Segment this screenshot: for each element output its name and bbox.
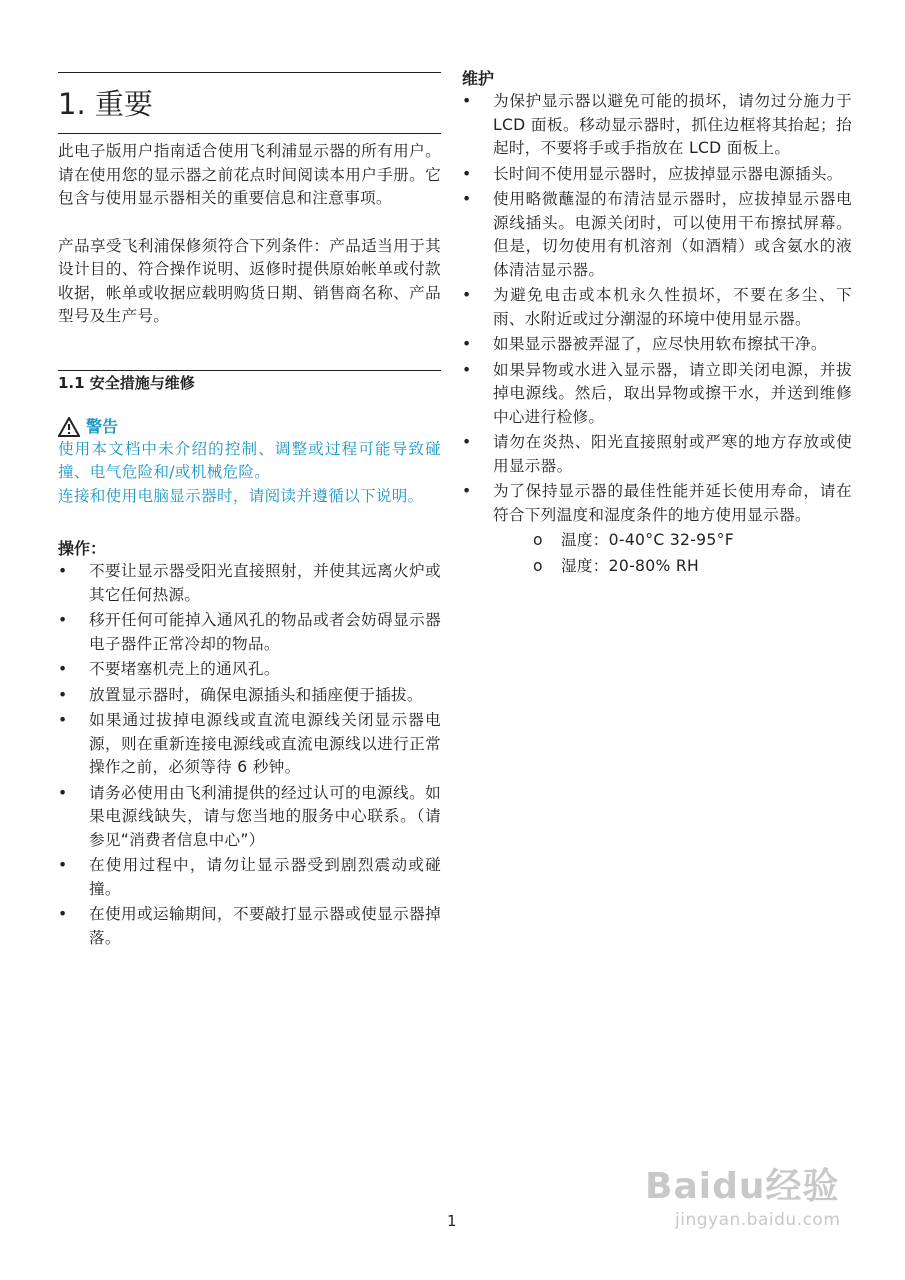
bullet: •	[58, 660, 68, 678]
list-item	[58, 609, 441, 656]
page-number: 1	[447, 1212, 457, 1230]
list-item	[462, 284, 852, 331]
list-item	[58, 560, 441, 607]
list-item-text: 如果异物或水进入显示器，请立即关闭电源，并拔掉电源线。然后，取出异物或擦干水，并送到维修中心进行检修。	[493, 360, 852, 426]
maintenance-title: 维护	[462, 69, 495, 88]
list-item	[58, 658, 441, 682]
bullet: •	[462, 164, 472, 183]
list-item	[462, 431, 852, 478]
list-item-text: 请务必使用由飞利浦提供的经过认可的电源线。如果电源线缺失，请与您当地的服务中心联系。（请参见“消费者信息中心”）	[89, 783, 441, 849]
bullet: •	[462, 335, 472, 353]
bullet: •	[462, 286, 472, 304]
condition-sublist	[493, 529, 852, 578]
bullet: •	[462, 92, 472, 110]
watermark-url: jingyan.baidu.com	[675, 1210, 841, 1230]
bullet: •	[58, 685, 68, 704]
list-item-text: 如果显示器被弄湿了，应尽快用软布擦拭干净。	[493, 335, 827, 353]
list-item-text: 如果通过拔掉电源线或直流电源线关闭显示器电源，则在重新连接电源线或直流电源线以进行正常操作之前，必须等待 6 秒钟。	[89, 711, 441, 776]
humidity-text: 湿度：20-80% RH	[561, 556, 700, 575]
sub-bullet: o	[533, 531, 543, 549]
operation-title: 操作：	[58, 539, 107, 558]
list-item-text: 不要堵塞机壳上的通风孔。	[89, 660, 280, 678]
warning-triangle-icon	[58, 417, 80, 437]
bullet: •	[462, 433, 472, 451]
operation-list	[58, 560, 441, 950]
warning-title: 警告	[86, 416, 119, 436]
bullet: •	[462, 482, 472, 500]
list-item-text: 在使用或运输期间，不要敲打显示器或使显示器掉落。	[89, 905, 441, 947]
bullet: •	[58, 711, 68, 729]
list-item	[58, 854, 441, 901]
bullet: •	[58, 905, 68, 923]
intro-paragraph-1: 此电子版用户指南适合使用飞利浦显示器的所有用户。请在使用您的显示器之前花点时间阅读本用户手册。它包含与使用显示器相关的重要信息和注意事项。	[58, 142, 441, 207]
list-item	[462, 163, 852, 187]
watermark	[645, 1148, 860, 1248]
right-column	[462, 0, 852, 580]
sub-bullet: o	[533, 556, 543, 575]
maintenance-list	[462, 90, 852, 578]
list-item	[462, 90, 852, 161]
list-item-text: 为了保持显示器的最佳性能并延长使用寿命，请在符合下列温度和湿度条件的地方使用显示器。	[493, 482, 852, 524]
list-item	[462, 359, 852, 430]
list-item	[58, 709, 441, 780]
bullet: •	[58, 783, 68, 802]
list-item-text: 移开任何可能掉入通风孔的物品或者会妨碍显示器电子器件正常冷却的物品。	[89, 611, 441, 653]
bullet: •	[462, 190, 472, 208]
list-item-text: 使用略微蘸湿的布清洁显示器时，应拔掉显示器电源线插头。电源关闭时，可以使用干布擦拭屏幕。但是，切勿使用有机溶剂（如酒精）或含氨水的液体清洁显示器。	[493, 190, 852, 279]
sub-list-item	[493, 555, 852, 579]
list-item-text: 不要让显示器受阳光直接照射，并使其远离火炉或其它任何热源。	[89, 562, 441, 604]
list-item	[58, 684, 441, 708]
list-item	[462, 333, 852, 357]
list-item-text: 为避免电击或本机永久性损坏，不要在多尘、下雨、水附近或过分潮湿的环境中使用显示器。	[493, 286, 852, 328]
list-item-text: 请勿在炎热、阳光直接照射或严寒的地方存放或使用显示器。	[493, 433, 852, 475]
bullet: •	[58, 856, 68, 874]
warning-paragraph-2: 连接和使用电脑显示器时，请阅读并遵循以下说明。	[58, 486, 424, 505]
list-item-text: 放置显示器时，确保电源插头和插座便于插拔。	[89, 685, 423, 704]
list-item-text: 长时间不使用显示器时，应拔掉显示器电源插头。	[493, 164, 843, 183]
intro-paragraph-2: 产品享受飞利浦保修须符合下列条件：产品适当用于其设计目的、符合操作说明、返修时提供原始帐单或付款收据，帐单或收据应载明购货日期、销售商名称、产品型号及生产号。	[58, 236, 441, 325]
warning-heading	[58, 416, 441, 438]
list-item	[58, 903, 441, 950]
list-item-text: 为保护显示器以避免可能的损坏，请勿过分施力于 LCD 面板。移动显示器时，抓住边框将其抬起；抬起时，不要将手或手指放在 LCD 面板上。	[493, 92, 852, 157]
bullet: •	[462, 360, 472, 379]
chapter-title: 1. 重要	[58, 87, 153, 121]
sub-list-item	[493, 529, 852, 553]
list-item	[462, 480, 852, 578]
section-title: 1.1 安全措施与维修	[58, 373, 195, 392]
watermark-brand: Baidu经验	[645, 1166, 840, 1207]
bullet: •	[58, 562, 68, 580]
warning-paragraph-1: 使用本文档中未介绍的控制、调整或过程可能导致碰撞、电气危险和/或机械危险。	[58, 439, 441, 481]
list-item	[58, 782, 441, 853]
chapter-rule	[58, 72, 441, 73]
list-item-text: 在使用过程中，请勿让显示器受到剧烈震动或碰撞。	[89, 856, 441, 898]
list-item	[462, 188, 852, 282]
section-rule	[58, 370, 441, 371]
bullet: •	[58, 611, 68, 629]
temperature-text: 温度：0-40°C 32-95°F	[561, 531, 734, 549]
left-column	[58, 0, 441, 952]
chapter-title-rule	[58, 133, 441, 134]
